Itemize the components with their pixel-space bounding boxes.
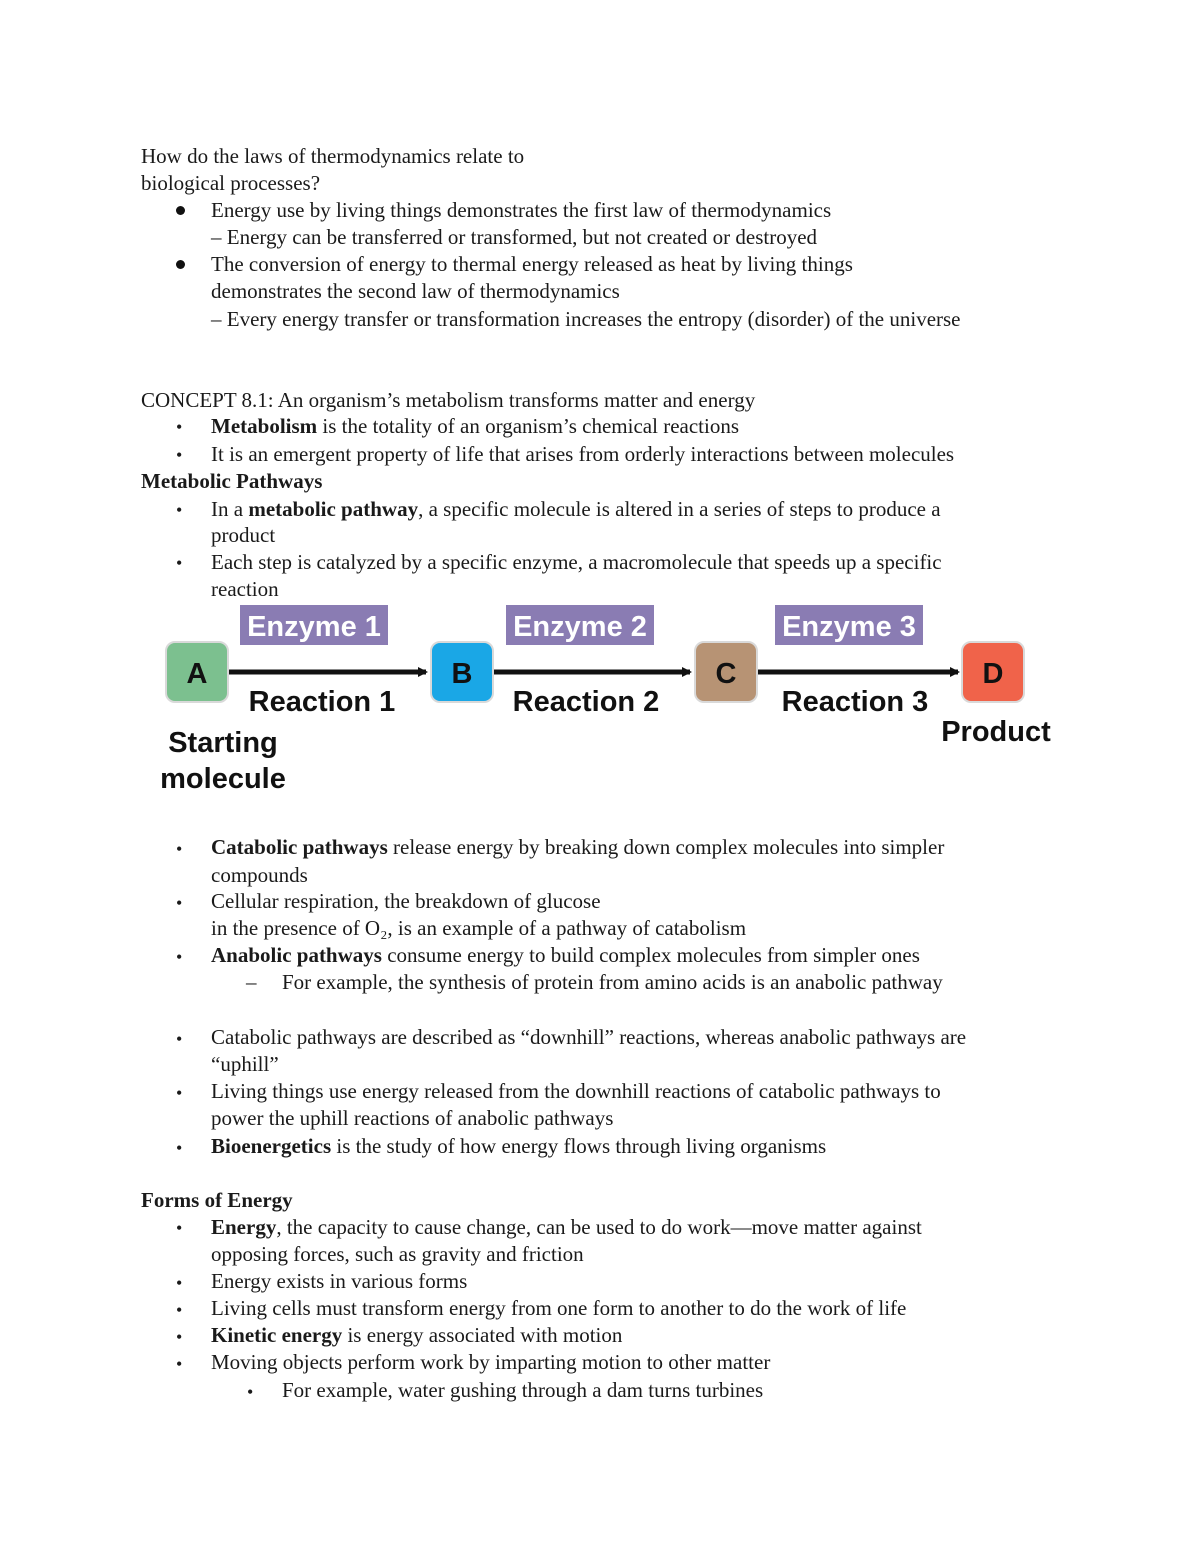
dash-bullet: –: [246, 970, 257, 994]
catabolic-bullet-line-2: compounds: [211, 863, 308, 887]
bullet: •: [176, 1354, 183, 1374]
first-law-bullet: Energy use by living things demonstrates the first law of thermodynamics: [211, 198, 832, 222]
bullet: •: [247, 1382, 254, 1402]
question-line-2: biological processes?: [141, 171, 321, 195]
starting-molecule-label-line-2: molecule: [160, 763, 286, 795]
enzyme-1-label: Enzyme 1: [247, 611, 381, 643]
bullet: •: [176, 1327, 183, 1347]
first-law-sub: – Energy can be transferred or transformed, but not created or destroyed: [211, 225, 818, 249]
bullet: •: [176, 947, 183, 967]
anabolic-bullet: Anabolic pathways consume energy to build complex molecules from simpler ones: [211, 943, 920, 967]
moving-objects-bullet: Moving objects perform work by imparting motion to other matter: [211, 1350, 771, 1374]
energy-bullet-line-2: opposing forces, such as gravity and friction: [211, 1242, 584, 1266]
starting-molecule-label-line-1: Starting: [168, 727, 278, 759]
respiration-bullet-line-2: in the presence of O₂, is an example of a pathway of catabolism: [211, 916, 747, 940]
molecule-a-label: A: [186, 658, 208, 690]
term-catabolic-pathways: Catabolic pathways: [211, 835, 388, 859]
bullet: •: [176, 500, 183, 520]
term-anabolic-pathways: Anabolic pathways: [211, 943, 382, 967]
second-law-bullet-line-2: demonstrates the second law of thermodynamics: [211, 279, 620, 303]
transform-bullet: Living cells must transform energy from one form to another to do the work of life: [211, 1296, 907, 1320]
bullet: •: [176, 1218, 183, 1238]
product-label: Product: [941, 716, 1051, 748]
bullet: •: [176, 417, 183, 437]
bullet: •: [176, 553, 183, 573]
respiration-bullet-line-1: Cellular respiration, the breakdown of glucose: [211, 889, 601, 913]
term-metabolism: Metabolism: [211, 414, 318, 438]
second-law-bullet-line-1: The conversion of energy to thermal energy released as heat by living things: [211, 252, 853, 276]
bullet: •: [176, 1138, 183, 1158]
bullet: •: [176, 1083, 183, 1103]
enzyme-bullet-line-2: reaction: [211, 577, 279, 601]
enzyme-3-label: Enzyme 3: [782, 611, 916, 643]
downhill-bullet-line-2: “uphill”: [211, 1052, 279, 1076]
reaction-2-label: Reaction 2: [512, 686, 660, 718]
heading-forms-of-energy: Forms of Energy: [141, 1188, 293, 1212]
living-things-bullet-line-2: power the uphill reactions of anabolic pathways: [211, 1106, 614, 1130]
bullet: •: [176, 1300, 183, 1320]
second-law-sub: – Every energy transfer or transformation increases the entropy (disorder) of the universe: [211, 307, 961, 331]
bullet: •: [176, 839, 183, 859]
energy-bullet-line-1: Energy, the capacity to cause change, can be used to do work—move matter against: [211, 1215, 922, 1239]
bullet: •: [176, 1029, 183, 1049]
living-things-bullet-line-1: Living things use energy released from the downhill reactions of catabolic pathways to: [211, 1079, 941, 1103]
molecule-d-label: D: [982, 658, 1004, 690]
emergent-bullet: It is an emergent property of life that arises from orderly interactions between molecules: [211, 442, 955, 466]
pathway-bullet-line-1: In a metabolic pathway, a specific molecule is altered in a series of steps to produce a: [211, 497, 941, 521]
concept-title: CONCEPT 8.1: An organism’s metabolism transforms matter and energy: [141, 388, 756, 412]
molecule-c-label: C: [715, 658, 737, 690]
downhill-bullet-line-1: Catabolic pathways are described as “downhill” reactions, whereas anabolic pathways are: [211, 1025, 967, 1049]
bullet: •: [176, 1273, 183, 1293]
dam-example-sub: For example, water gushing through a dam turns turbines: [282, 1378, 764, 1402]
term-energy: Energy: [211, 1215, 277, 1239]
anabolic-sub: For example, the synthesis of protein from amino acids is an anabolic pathway: [282, 970, 943, 994]
kinetic-bullet: Kinetic energy is energy associated with motion: [211, 1323, 623, 1347]
term-metabolic-pathway: metabolic pathway: [248, 497, 419, 521]
metabolism-bullet: Metabolism is the totality of an organism’s chemical reactions: [211, 414, 739, 438]
question-line-1: How do the laws of thermodynamics relate to: [141, 144, 525, 168]
bullet: •: [176, 445, 183, 465]
enzyme-2-label: Enzyme 2: [513, 611, 647, 643]
bullet: •: [176, 893, 183, 913]
reaction-3-label: Reaction 3: [781, 686, 929, 718]
term-kinetic-energy: Kinetic energy: [211, 1323, 343, 1347]
enzyme-bullet-line-1: Each step is catalyzed by a specific enzyme, a macromolecule that speeds up a specific: [211, 550, 942, 574]
heading-metabolic-pathways: Metabolic Pathways: [141, 469, 323, 493]
reaction-1-label: Reaction 1: [248, 686, 396, 718]
pathway-bullet-line-2: product: [211, 523, 276, 547]
bioenergetics-bullet: Bioenergetics is the study of how energy flows through living organisms: [211, 1134, 827, 1158]
term-bioenergetics: Bioenergetics: [211, 1134, 332, 1158]
forms-bullet: Energy exists in various forms: [211, 1269, 468, 1293]
molecule-b-label: B: [451, 658, 473, 690]
catabolic-bullet-line-1: Catabolic pathways release energy by breaking down complex molecules into simpler: [211, 835, 945, 859]
